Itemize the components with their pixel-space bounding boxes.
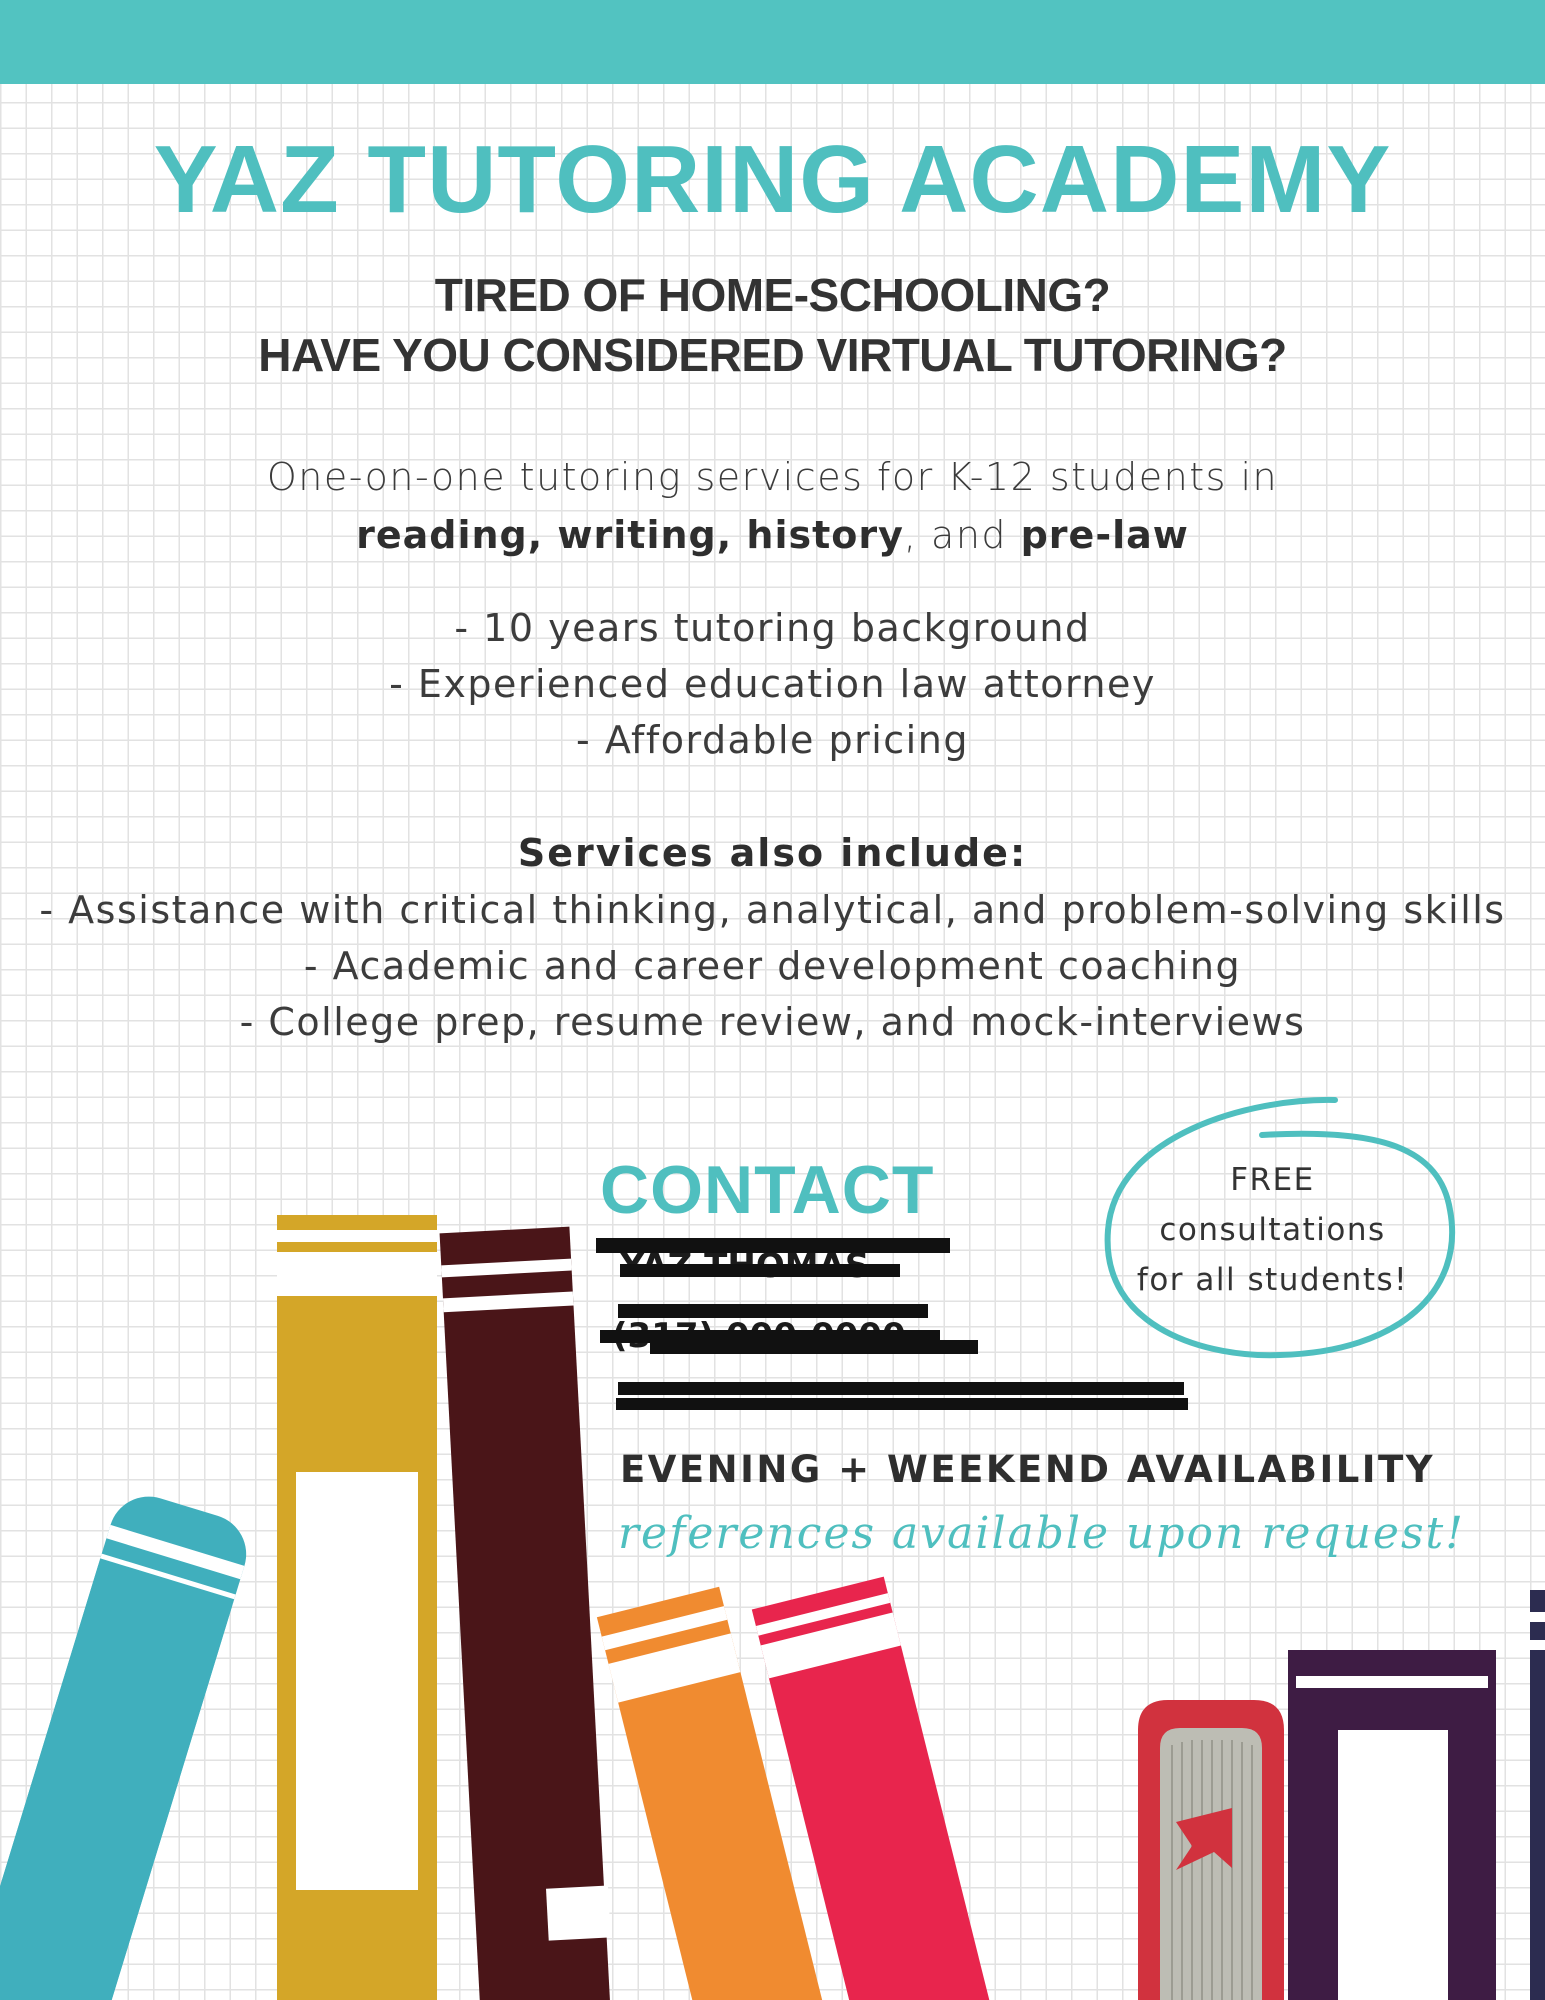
redaction-bar <box>616 1398 1188 1410</box>
highlight-item: - 10 years tutoring background <box>454 606 1091 650</box>
service-item: - College prep, resume review, and mock-interviews <box>239 1000 1306 1044</box>
service-item: - Academic and career development coaching <box>303 944 1242 988</box>
headline-line-2: HAVE YOU CONSIDERED VIRTUAL TUTORING? <box>258 329 1287 381</box>
red-book-illustration <box>1138 1700 1284 2000</box>
intro-connector: , and <box>903 513 1021 557</box>
redaction-bar <box>618 1382 1184 1395</box>
redaction-bar <box>650 1340 978 1354</box>
badge-line-1: FREE <box>1230 1162 1315 1198</box>
intro-subjects-1: reading, writing, history <box>356 513 904 557</box>
contact-heading: CONTACT <box>600 1152 935 1228</box>
highlight-item: - Affordable pricing <box>576 718 969 762</box>
page-title: YAZ TUTORING ACADEMY <box>153 126 1392 233</box>
maroon-book-illustration <box>440 1226 616 2000</box>
redaction-bar <box>620 1264 900 1277</box>
intro-line-1: One-on-one tutoring services for K-12 students in <box>266 455 1279 499</box>
free-consultations-badge <box>1120 1155 1425 1305</box>
purple-book-illustration <box>1288 1650 1496 2000</box>
redaction-bar <box>596 1238 950 1253</box>
mustard-book-illustration <box>277 1215 437 2000</box>
references-text: references available upon request! <box>618 1508 1465 1559</box>
badge-line-3: for all students! <box>1136 1262 1409 1298</box>
services-heading: Services also include: <box>517 831 1028 875</box>
navy-book-illustration <box>1530 1590 1545 2000</box>
intro-subjects-2: pre-law <box>1020 513 1189 557</box>
service-item: - Assistance with critical thinking, analytical, and problem-solving skills <box>39 888 1506 932</box>
availability-text: EVENING + WEEKEND AVAILABILITY <box>620 1448 1436 1491</box>
teal-book-illustration <box>0 1487 256 2000</box>
highlight-item: - Experienced education law attorney <box>389 662 1156 706</box>
badge-line-2: consultations <box>1159 1212 1386 1248</box>
headline-line-1: TIRED OF HOME-SCHOOLING? <box>434 269 1111 321</box>
